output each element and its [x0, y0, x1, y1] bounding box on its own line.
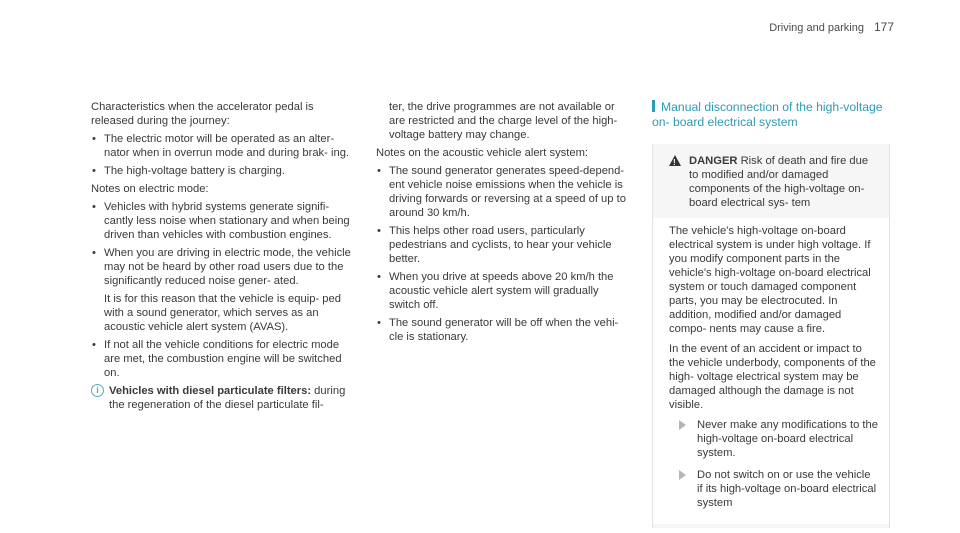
avas-list [376, 164, 632, 344]
section-title: Driving and parking [769, 22, 864, 34]
danger-header [669, 154, 879, 210]
page-number: 177 [873, 20, 894, 34]
bullet-icon: • [377, 225, 381, 237]
tip-title: Vehicles with diesel particulate filters: [109, 385, 312, 397]
list-item: • The high-voltage battery is charging. [92, 165, 285, 177]
bullet-icon: • [377, 271, 381, 283]
bullet-icon: • [92, 339, 96, 351]
danger-box [652, 144, 890, 528]
list-item: • The sound generator will be off when the vehi- cle is stationary. [377, 317, 619, 343]
diesel-tip [91, 384, 353, 412]
list-item: • When you are driving in electric mode, the vehicle may not be heard by other road users due to the significantly reduced noise gener- ated. It is for this reason that the vehicle is equip- ped with a sound generator, which serves as an acoustic vehicle alert system (AVAS). [91, 246, 353, 334]
list-item: • The sound generator generates speed-depend- ent vehicle noise emissions when the vehicle is driving forwards or reversing at a speed of up to around 30 km/h. [377, 165, 626, 219]
bullet-icon: • [377, 165, 381, 177]
column-3 [652, 100, 890, 528]
arrow-right-icon [679, 420, 686, 430]
bullet-icon: • [92, 247, 96, 259]
column-2 [376, 100, 632, 348]
danger-title: Risk of death and fire due to modified and/or damaged components of the high-voltage on-board electrical sys- tem [689, 155, 869, 209]
intro-list [91, 132, 353, 178]
tip-text: during the regeneration of the diesel particulate fil- [109, 385, 346, 411]
list-item: • When you drive at speeds above 20 km/h the acoustic vehicle alert system will gradually switch off. [377, 271, 614, 311]
continued-text: ter, the drive programmes are not available or are restricted and the charge level of the high- voltage battery may change. [389, 101, 618, 141]
section-heading: Manual disconnection of the high-voltage on- board electrical system [652, 100, 883, 129]
info-icon: i [91, 384, 104, 397]
notes-heading: Notes on electric mode: [91, 183, 209, 195]
list-item: • If not all the vehicle conditions for electric mode are met, the combustion engine will be switched on. [92, 339, 342, 379]
bullet-icon: • [92, 165, 96, 177]
bullet-icon: • [92, 133, 96, 145]
danger-body [653, 218, 889, 524]
action-item: Do not switch on or use the vehicle if its high-voltage on-board electrical system [669, 468, 879, 510]
list-item: • Vehicles with hybrid systems generate signifi- cantly less noise when stationary and when being driven than vehicles with combustion engines. [92, 201, 350, 241]
danger-paragraph: The vehicle's high-voltage on-board electrical system is under high voltage. If you modify component parts in the vehicle's high-voltage on-board electrical system or touch damaged component parts, you may be electrocuted. In addition, modified and/or damaged compo- nents may cause a fire. [669, 225, 871, 335]
avas-notes-heading: Notes on the acoustic vehicle alert system: [376, 147, 589, 159]
danger-label: DANGER [689, 155, 738, 167]
list-item: • The electric motor will be operated as an alter- nator when in overrun mode and during brak- ing. [92, 133, 350, 159]
intro-text: Characteristics when the accelerator pedal is released during the journey: [91, 101, 314, 127]
action-item: Never make any modifications to the high-voltage on-board electrical system. [669, 418, 879, 460]
bullet-icon: • [377, 317, 381, 329]
bullet-icon: • [92, 201, 96, 213]
heading-bar [652, 100, 655, 112]
notes-list [91, 200, 353, 380]
list-item: • This helps other road users, particularly pedestrians and cyclists, to hear your vehicle better. [377, 225, 612, 265]
warning-icon [669, 155, 681, 166]
arrow-right-icon [679, 470, 686, 480]
avas-note: It is for this reason that the vehicle is equip- ped with a sound generator, which serves as an acoustic vehicle alert system (AVAS). [104, 293, 341, 333]
page-header [769, 20, 894, 34]
column-1 [91, 100, 353, 412]
danger-paragraph: In the event of an accident or impact to the vehicle underbody, components of the high- voltage electrical system may be damaged although the damage is not visible. [669, 343, 876, 411]
